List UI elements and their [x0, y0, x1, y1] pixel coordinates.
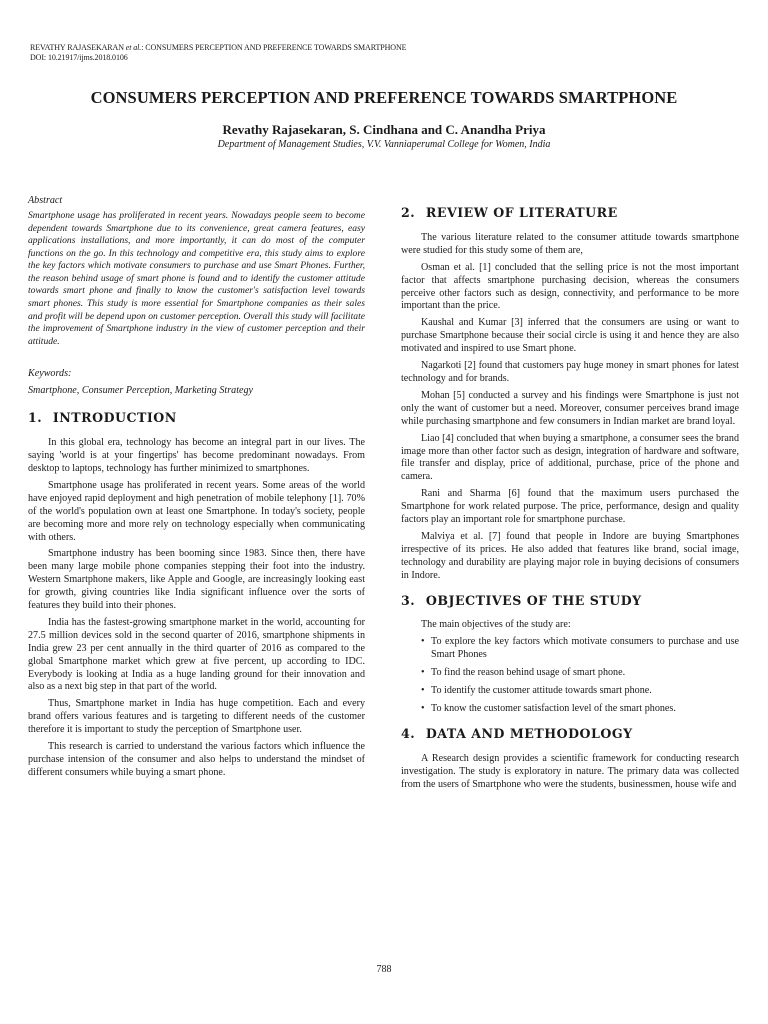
right-column	[401, 207, 739, 796]
running-header	[30, 43, 406, 63]
objective-item: • To explore the key factors which motivate consumers to purchase and use Smart Phones	[421, 636, 739, 662]
intro-paragraph: Smartphone usage has proliferated in recent years. Some areas of the world have enjoyed rapid deployment and high penetration of mobile telephony [1]. 70% of the world's population own at least one Smartphone. In today's society, people are becoming more and more rely on technology especially when communicating with others.	[28, 479, 365, 543]
page-number: 788	[376, 964, 392, 975]
section-number: 4.	[401, 725, 416, 741]
doi-line: DOI: 10.21917/ijms.2018.0106	[30, 53, 128, 62]
intro-paragraph: Smartphone industry has been booming since 1983. Since then, there have been many large mobile phone companies stepping their foot into the industry. Western Smartphone makers, like Apple and Google, are increasingly looking east for growth, giving countries like India significant influence over the sorts of features they build into their phones.	[28, 548, 365, 612]
review-intro: The various literature related to the consumer attitude towards smartphone were studied for this study some of them are,	[401, 231, 739, 256]
section-number: 1.	[28, 410, 43, 426]
review-item: Rani and Sharma [6] found that the maximum users purchased the Smartphone for work related purpose. The price, performance, design and quality factors play an important role for smartphone purchase.	[401, 488, 739, 526]
review-item: Kaushal and Kumar [3] inferred that the consumers are using or want to purchase Smartphone because their social circle is using it and hence they are also motivated and inspired to use Smart phone.	[401, 317, 739, 355]
review-item: Malviya et al. [7] found that people in Indore are buying Smartphones irrespective of its prices. He also added that features like brand, social image, technology and durability are playing major role in buying decisions of consumers in Indore.	[401, 530, 739, 581]
left-column	[28, 195, 365, 784]
intro-paragraph: India has the fastest-growing smartphone market in the world, accounting for 27.5 million devices sold in the second quarter of 2016, smartphone shipments in India grew 23 per cent annually in the third quarter of 2016 as compared to the global Smartphone market which grew at five percent, up according to IDC. Everybody is looking at India as a huge landing ground for their innovation and also as a next big step in that part of the world.	[28, 616, 365, 693]
section-title: REVIEW OF LITERATURE	[425, 205, 618, 220]
intro-paragraph: Thus, Smartphone market in India has huge competition. Each and every brand offers various features and is targeting to different needs of the customer therefore it is important to study the perception of Smartphone user.	[28, 698, 365, 736]
running-title-author: REVATHY RAJASEKARAN	[30, 43, 124, 52]
section-heading-methodology	[401, 725, 739, 741]
objective-item: • To find the reason behind usage of smart phone.	[421, 667, 739, 680]
abstract-label: Abstract	[28, 195, 63, 206]
running-title-rest: : CONSUMERS PERCEPTION AND PREFERENCE TOWARDS SMARTPHONE	[141, 43, 407, 52]
section-number: 3.	[401, 592, 416, 608]
section-heading-introduction	[28, 412, 365, 425]
section-number: 2.	[401, 205, 416, 220]
objectives-intro: The main objectives of the study are:	[421, 619, 571, 631]
running-title-etal: et al.	[125, 43, 142, 52]
abstract-text: Smartphone usage has proliferated in recent years. Nowadays people seem to become dependent towards Smartphone due to its convenience, great camera features, easy applications installations, and more importantly, it can do most of the computer functions on the go. In this technology and competitive era, this study aims to explore the key factors which motivate consumers to purchase and use Smart Phones. Further, the reason behind usage of smart phone is found and to identify the customer attitude towards smart phone and finally to know the customer's satisfaction level towards smart phones. This study is more essential for Smartphone companies as their sales and profit will be depend upon on customer perception. Overall this study will facilitate the improvement of Smartphone industry in the view of customer perception and their attitude.	[28, 209, 365, 347]
intro-paragraph: In this global era, technology has become an integral part in our lives. The saying 'world is at your fingertips' has become predominant nowadays. From desktop to laptops, technology has further minimized to smartphones.	[28, 437, 365, 474]
review-item: Mohan [5] conducted a survey and his findings were Smartphone is just not only the want of customer but a need. Moreover, consumer perceives brand image while purchasing smartphone and few consumers in Indian market are brand loyal.	[401, 389, 739, 427]
intro-paragraph: This research is carried to understand the various factors which influence the purchase intension of the consumer and also helps to understand the mindset of different consumers while buying a smart phone.	[28, 741, 365, 778]
running-title	[30, 43, 406, 53]
section-title: OBJECTIVES OF THE STUDY	[425, 592, 642, 608]
affiliation: Department of Management Studies, V.V. Vanniaperumal College for Women, India	[217, 139, 551, 150]
paper-title: CONSUMERS PERCEPTION AND PREFERENCE TOWARDS SMARTPHONE	[90, 88, 678, 107]
section-title: DATA AND METHODOLOGY	[425, 725, 633, 741]
section-title: INTRODUCTION	[52, 410, 177, 426]
objective-item: • To identify the customer attitude towards smart phone.	[421, 685, 739, 698]
objectives-list	[401, 636, 739, 716]
review-item: Liao [4] concluded that when buying a smartphone, a consumer sees the brand image more than other factor such as design, integration of hardware and software, file transfer and display, price of additional, purchase, price of the phone and camera.	[401, 432, 739, 483]
keywords-text: Smartphone, Consumer Perception, Marketing Strategy	[28, 385, 254, 397]
keywords-label: Keywords:	[28, 368, 72, 380]
methodology-paragraph: A Research design provides a scientific framework for conducting research investigation. The study is exploratory in nature. The primary data was collected from the users of Smartphone who were the students, businessmen, house wife and	[401, 752, 739, 790]
author-list: Revathy Rajasekaran, S. Cindhana and C. Anandha Priya	[222, 122, 546, 137]
review-item: Nagarkoti [2] found that customers pay huge money in smart phones for latest technology and for brands.	[401, 360, 739, 384]
review-item: Osman et al. [1] concluded that the selling price is not the most important factor that affects smartphone purchasing decision, whereas the consumers perceive other factors such as design, connectivity, and performance to be more important than the price.	[401, 261, 739, 312]
section-heading-review	[401, 207, 739, 220]
objective-item: • To know the customer satisfaction level of the smart phones.	[421, 703, 739, 716]
section-heading-objectives	[401, 592, 739, 608]
